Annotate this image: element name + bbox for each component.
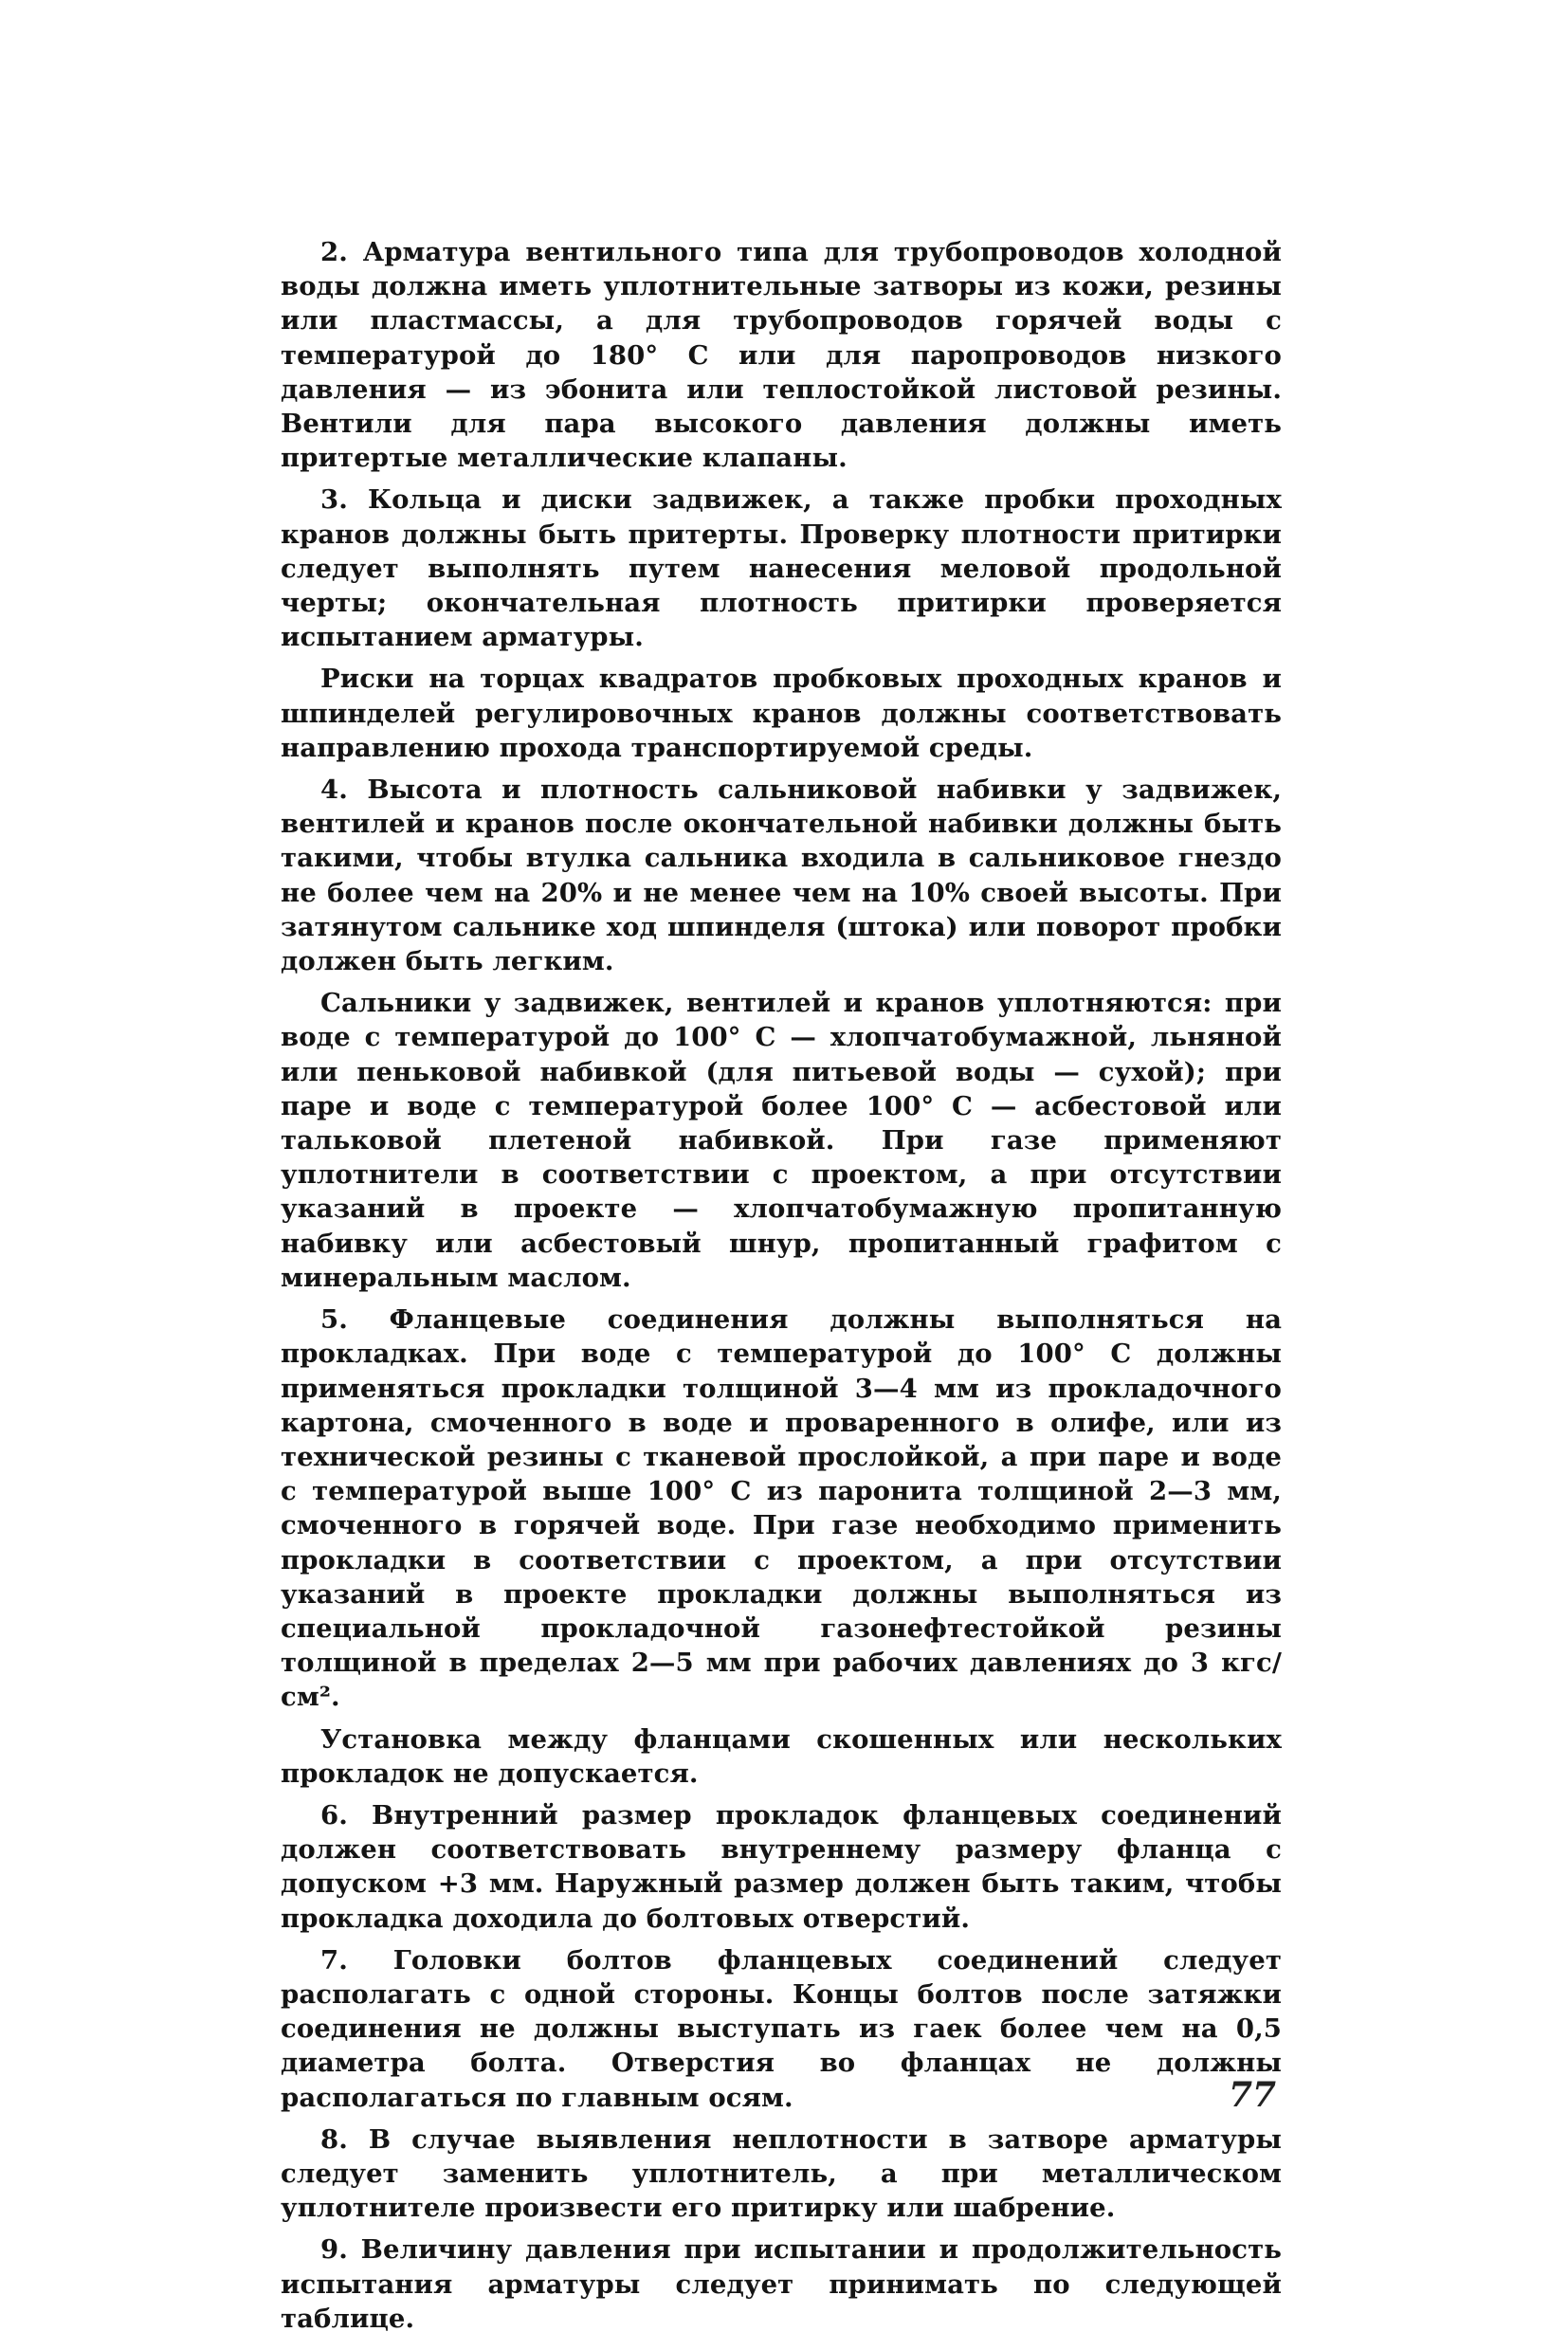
paragraph-gasket-installation: Установка между фланцами скошенных или нескольких прокладок не допускается. xyxy=(281,1723,1282,1789)
paragraph-plug-marks: Риски на торцах квадратов пробковых проходных кранов и шпинделей регулировочных кранов должны соответствовать направлению прохода транспортируемой среды. xyxy=(281,664,1282,763)
paragraph-item-5: 5. Фланцевые соединения должны выполняться на прокладках. При воде с температурой до 100° С должны применяться прокладки толщиной 3—4 мм из прокладочного картона, смоченного в воде и проваренного в олифе, или из технической резины с тканевой прослойкой, а при паре и воде с температурой выше 100° С из паронита толщиной 2—3 мм, смоченного в горячей воде. При газе необходимо применить прокладки в соответствии с проектом, а при отсутствии указаний в проекте прокладки должны выполняться из специальной прокладочной газонефтестойкой резины толщиной в пределах 2—5 мм при рабочих давлениях до 3 кгс/см². xyxy=(281,1304,1282,1713)
paragraph-item-7: 7. Головки болтов фланцевых соединений следует располагать с одной стороны. Концы болтов после затяжки соединения не должны выступать из гаек более чем на 0,5 диаметра болта. Отверстия во фланцах не должны располагаться по главным осям. xyxy=(281,1944,1282,2113)
paragraph-gland-sealing: Сальники у задвижек, вентилей и кранов уплотняются: при воде с температурой до 100° С — хлопчатобумажной, льняной или пеньковой набивкой (для питьевой воды — сухой); при паре и воде с температурой более 100° С — асбестовой или тальковой плетеной набивкой. При газе применяют уплотнители в соответствии с проектом, а при отсутствии указаний в проекте — хлопчатобумажную пропитанную набивку или асбестовый шнур, пропитанный графитом с минеральным маслом. xyxy=(281,988,1282,1293)
paragraph-item-8: 8. В случае выявления неплотности в затворе арматуры следует заменить уплотнитель, а при металлическом уплотнителе произвести его притирку или шабрение. xyxy=(281,2123,1282,2224)
paragraph-item-3: 3. Кольца и диски задвижек, а также пробки проходных кранов должны быть притерты. Проверку плотности притирки следует выполнять путем нанесения меловой продольной черты; окончательная плотность притирки проверяется испытанием арматуры. xyxy=(281,484,1282,653)
paragraph-item-2: 2. Арматура вентильного типа для трубопроводов холодной воды должна иметь уплотнительные затворы из кожи, резины или пластмассы, а для трубопроводов горячей воды с температурой до 180° С или для паропроводов низкого давления — из эбонита или теплостойкой листовой резины. Вентили для пара высокого давления должны иметь притертые металлические клапаны. xyxy=(281,237,1282,474)
paragraph-item-6: 6. Внутренний размер прокладок фланцевых соединений должен соответствовать внутреннему размеру фланца с допуском +3 мм. Наружный размер должен быть таким, чтобы прокладка доходила до болтовых отверстий. xyxy=(281,1799,1282,1934)
paragraph-item-4: 4. Высота и плотность сальниковой набивки у задвижек, вентилей и кранов после окончательной набивки должны быть такими, чтобы втулка сальника входила в сальниковое гнездо не более чем на 20% и не менее чем на 10% своей высоты. При затянутом сальнике ход шпинделя (штока) или поворот пробки должен быть легким. xyxy=(281,774,1282,977)
page-number: 77 xyxy=(1229,2075,1277,2115)
page-body xyxy=(281,235,1282,2336)
paragraph-item-9: 9. Величину давления при испытании и продолжительность испытания арматуры следует принимать по следующей таблице. xyxy=(281,2234,1282,2334)
